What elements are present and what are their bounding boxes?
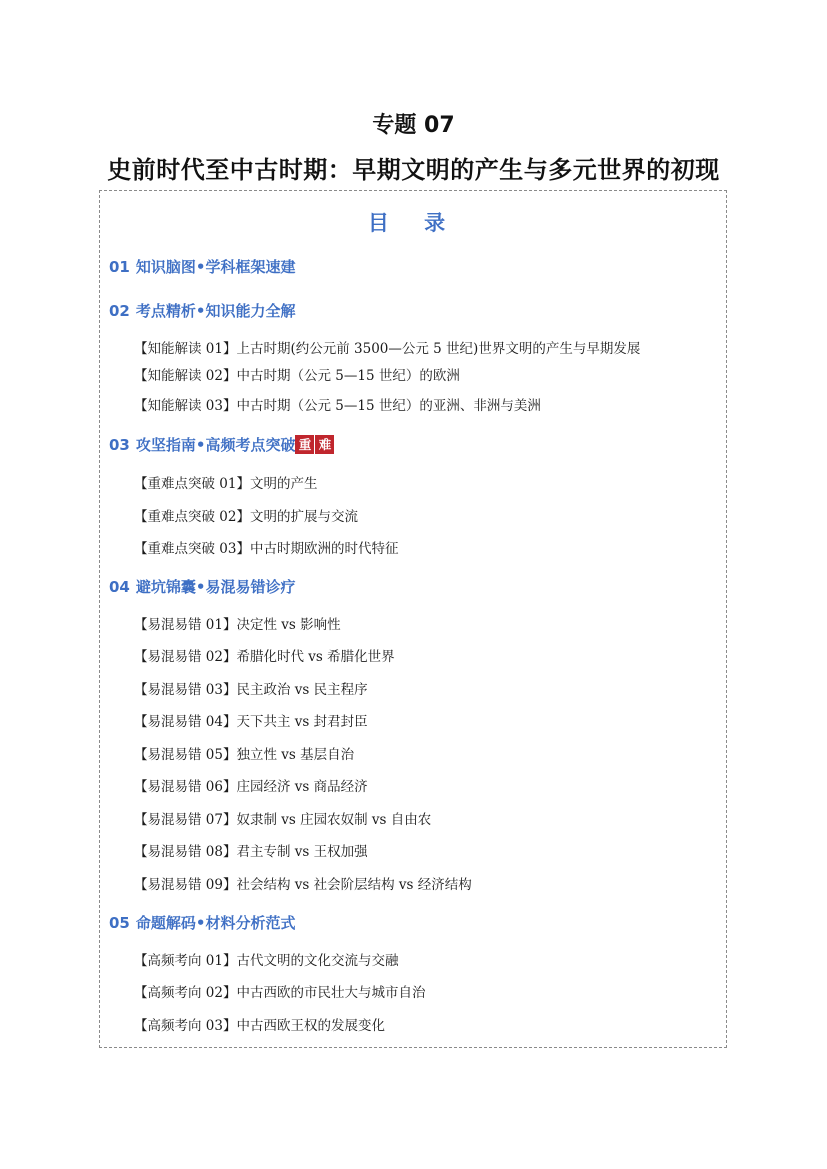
section-number: 02 bbox=[109, 302, 130, 320]
section-05[interactable] bbox=[109, 912, 295, 933]
toc-item[interactable]: 【高频考向 03】中古西欧王权的发展变化 bbox=[134, 1018, 385, 1034]
section-04[interactable] bbox=[109, 576, 295, 597]
toc-item[interactable]: 【高频考向 02】中古西欧的市民壮大与城市自治 bbox=[134, 985, 426, 1001]
toc-item[interactable]: 【知能解读 01】上古时期(约公元前 3500—公元 5 世纪)世界文明的产生与早期发展 bbox=[134, 341, 641, 357]
section-label: 知识脑图•学科框架速建 bbox=[135, 258, 296, 276]
toc-item[interactable]: 【易混易错 09】社会结构 vs 社会阶层结构 vs 经济结构 bbox=[134, 877, 472, 893]
section-03[interactable] bbox=[109, 434, 334, 455]
toc-item[interactable]: 【高频考向 01】古代文明的文化交流与交融 bbox=[134, 953, 399, 969]
toc-item[interactable]: 【易混易错 04】天下共主 vs 封君封臣 bbox=[134, 714, 368, 730]
section-label: 避坑锦囊•易混易错诊疗 bbox=[135, 578, 296, 596]
difficulty-badge-nan: 难 bbox=[315, 435, 334, 454]
toc-item[interactable]: 【易混易错 06】庄园经济 vs 商品经济 bbox=[134, 779, 368, 795]
toc-heading: 目 录 bbox=[367, 211, 460, 235]
section-label: 考点精析•知识能力全解 bbox=[135, 302, 296, 320]
section-label: 命题解码•材料分析范式 bbox=[135, 914, 296, 932]
section-number: 01 bbox=[109, 258, 130, 276]
document-title-number: 专题 07 bbox=[372, 113, 455, 138]
toc-item[interactable]: 【易混易错 05】独立性 vs 基层自治 bbox=[134, 747, 355, 763]
toc-item[interactable]: 【重难点突破 03】中古时期欧洲的时代特征 bbox=[134, 541, 399, 557]
toc-item[interactable]: 【知能解读 02】中古时期（公元 5—15 世纪）的欧洲 bbox=[134, 368, 460, 384]
section-02[interactable] bbox=[109, 300, 295, 321]
section-number: 03 bbox=[109, 436, 130, 454]
document-title: 史前时代至中古时期：早期文明的产生与多元世界的初现 bbox=[107, 156, 720, 184]
toc-item[interactable]: 【重难点突破 01】文明的产生 bbox=[134, 476, 318, 492]
section-01[interactable] bbox=[109, 256, 295, 277]
difficulty-badge-zhong: 重 bbox=[295, 435, 314, 454]
toc-item[interactable]: 【易混易错 08】君主专制 vs 王权加强 bbox=[134, 844, 368, 860]
toc-item[interactable]: 【易混易错 07】奴隶制 vs 庄园农奴制 vs 自由农 bbox=[134, 812, 432, 828]
toc-item[interactable]: 【易混易错 03】民主政治 vs 民主程序 bbox=[134, 682, 368, 698]
toc-item[interactable]: 【易混易错 02】希腊化时代 vs 希腊化世界 bbox=[134, 649, 395, 665]
section-number: 04 bbox=[109, 578, 130, 596]
toc-item[interactable]: 【重难点突破 02】文明的扩展与交流 bbox=[134, 509, 358, 525]
section-label: 攻坚指南•高频考点突破 bbox=[135, 436, 296, 454]
toc-item[interactable]: 【知能解读 03】中古时期（公元 5—15 世纪）的亚洲、非洲与美洲 bbox=[134, 398, 541, 414]
section-number: 05 bbox=[109, 914, 130, 932]
toc-item[interactable]: 【易混易错 01】决定性 vs 影响性 bbox=[134, 617, 341, 633]
